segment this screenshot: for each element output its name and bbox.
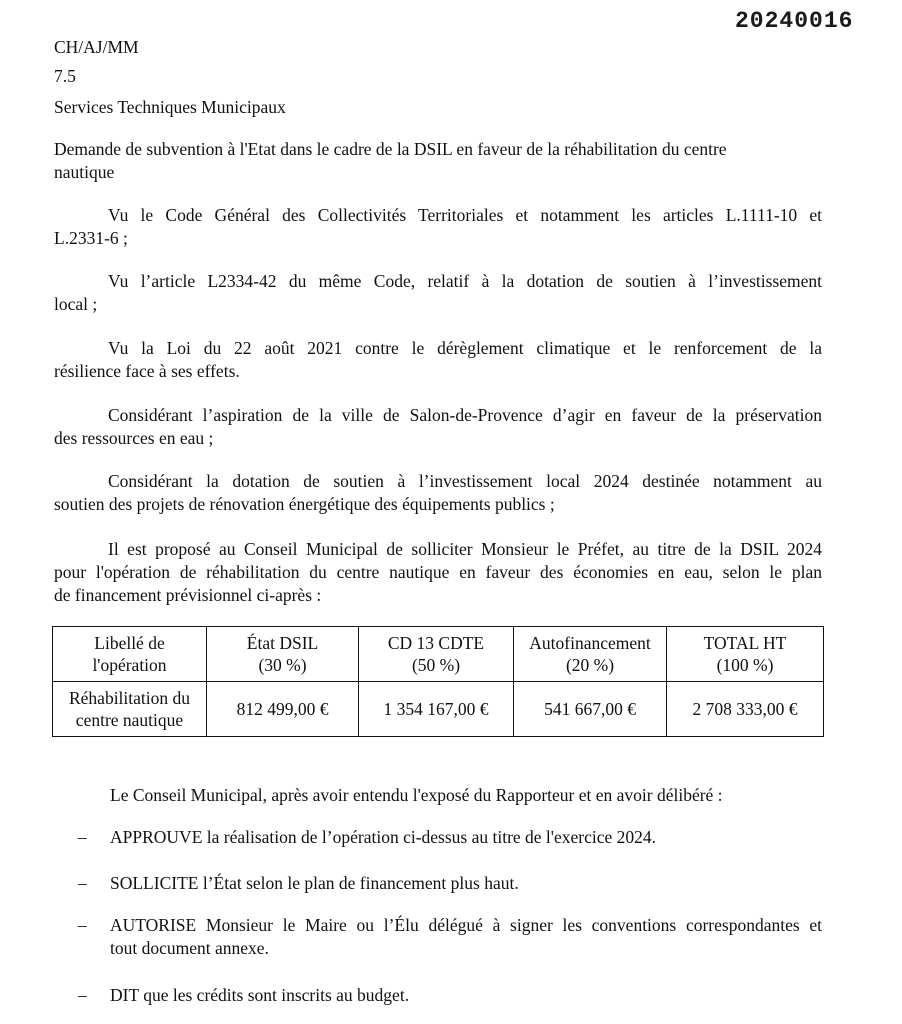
classification-number: 7.5: [54, 66, 76, 86]
column-header-dsil: État DSIL (30 %): [207, 627, 359, 682]
subject-line-2: nautique: [54, 162, 115, 182]
cell-autofinancement-amount: 541 667,00 €: [514, 682, 667, 737]
visa-loi-climat: [54, 337, 822, 383]
dash-bullet: –: [78, 985, 87, 1005]
paragraph-line: Vu le Code Général des Collectivités Territoriales et notamment les articles L.1111-10 et: [108, 205, 822, 225]
paragraph-line: pour l'opération de réhabilitation du centre nautique en faveur des économies en eau, selon le plan: [54, 562, 822, 582]
considerant-dotation: [54, 470, 822, 516]
service-name: Services Techniques Municipaux: [54, 97, 286, 117]
decision-text: tout document annexe.: [110, 938, 269, 958]
visa-article-l2334-42: [54, 270, 822, 316]
column-header-total: TOTAL HT (100 %): [667, 627, 824, 682]
deliberation-number-stamp: 20240016: [735, 8, 854, 34]
paragraph-line: Vu l’article L2334-42 du même Code, relatif à la dotation de soutien à l’investissement: [108, 271, 822, 291]
subject-line-1: Demande de subvention à l'Etat dans le cadre de la DSIL en faveur de la réhabilitation du centre: [54, 139, 727, 159]
paragraph-line: Considérant la dotation de soutien à l’investissement local 2024 destinée notamment au: [108, 471, 822, 491]
visa-cgct: [54, 204, 822, 250]
decision-intro: Le Conseil Municipal, après avoir entendu l'exposé du Rapporteur et en avoir délibéré :: [110, 785, 723, 805]
decision-text: APPROUVE la réalisation de l’opération ci-dessus au titre de l'exercice 2024.: [110, 827, 656, 847]
table-header-row: [53, 627, 824, 682]
decision-text: DIT que les crédits sont inscrits au budget.: [110, 985, 410, 1005]
paragraph-line: soutien des projets de rénovation énergétique des équipements publics ;: [54, 494, 555, 514]
considerant-aspiration: [54, 404, 822, 450]
decision-text: AUTORISE Monsieur le Maire ou l’Élu délégué à signer les conventions correspondantes et: [110, 915, 822, 935]
header-block: [54, 36, 824, 119]
cell-total-amount: 2 708 333,00 €: [667, 682, 824, 737]
financing-plan-table: [52, 626, 824, 737]
dash-bullet: –: [78, 827, 87, 847]
column-header-label: Libellé de l'opération: [53, 627, 207, 682]
proposal-paragraph: [54, 538, 822, 607]
decision-text: SOLLICITE l’État selon le plan de financement plus haut.: [110, 873, 519, 893]
cell-dsil-amount: 812 499,00 €: [207, 682, 359, 737]
paragraph-line: local ;: [54, 294, 98, 314]
paragraph-line: de financement prévisionnel ci-après :: [54, 585, 322, 605]
dash-bullet: –: [78, 873, 87, 893]
paragraph-line: Considérant l’aspiration de la ville de Salon-de-Provence d’agir en faveur de la préservation: [108, 405, 822, 425]
paragraph-line: L.2331-6 ;: [54, 228, 128, 248]
table-row: [53, 682, 824, 737]
subject-heading: [54, 138, 824, 184]
column-header-autofinancement: Autofinancement (20 %): [514, 627, 667, 682]
dash-bullet: –: [78, 915, 87, 935]
paragraph-line: Vu la Loi du 22 août 2021 contre le dérèglement climatique et le renforcement de la: [108, 338, 822, 358]
reference-initials: CH/AJ/MM: [54, 37, 139, 57]
column-header-cd13: CD 13 CDTE (50 %): [359, 627, 514, 682]
paragraph-line: des ressources en eau ;: [54, 428, 214, 448]
cell-operation-label: Réhabilitation du centre nautique: [53, 682, 207, 737]
paragraph-line: résilience face à ses effets.: [54, 361, 240, 381]
cell-cd13-amount: 1 354 167,00 €: [359, 682, 514, 737]
paragraph-line: Il est proposé au Conseil Municipal de solliciter Monsieur le Préfet, au titre de la DSIL 2024: [108, 539, 822, 559]
